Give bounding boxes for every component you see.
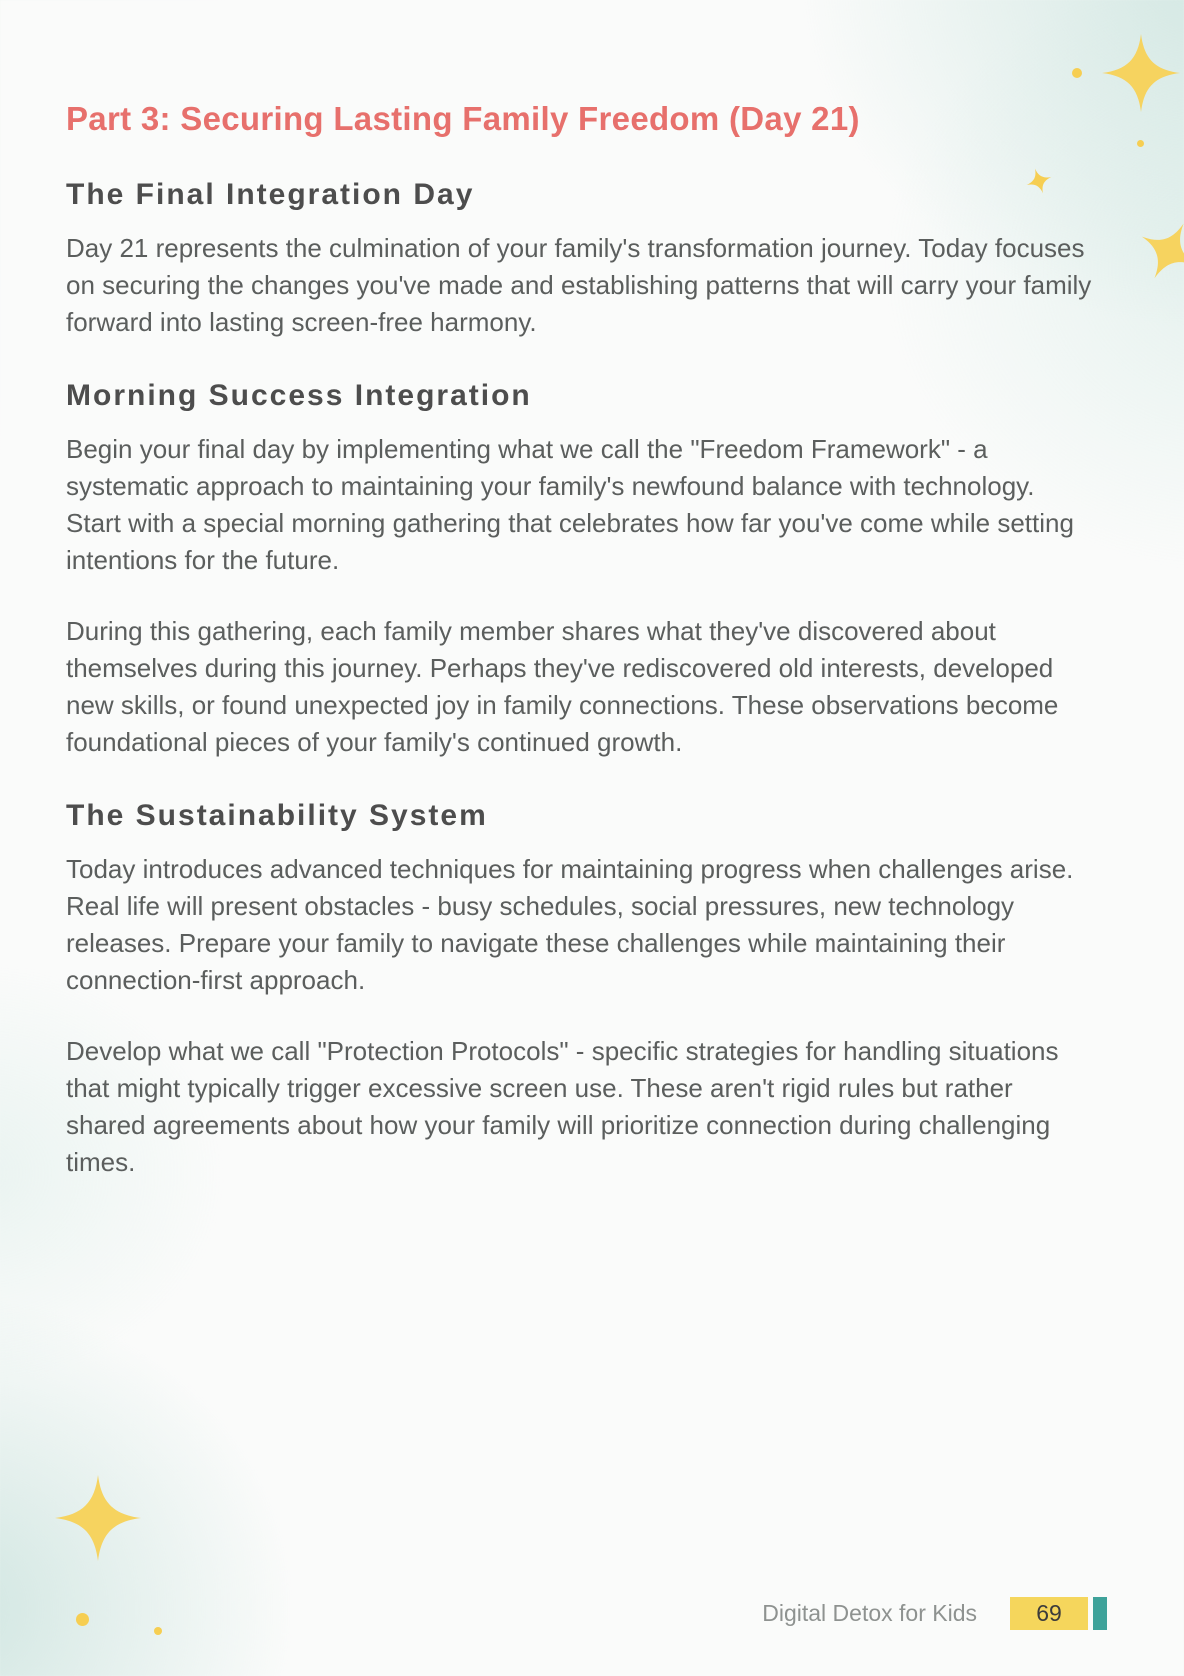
sparkle-star-icon: [1127, 209, 1184, 293]
page-content: [66, 0, 1096, 1181]
footer-accent-bar: [1093, 1597, 1107, 1630]
part-title: Part 3: Securing Lasting Family Freedom (Day 21): [66, 100, 860, 137]
section-heading-sustainability-system: The Sustainability System: [66, 799, 488, 832]
sparkle-star-icon: [1102, 33, 1180, 113]
section-heading-morning-success-integration: Morning Success Integration: [66, 379, 532, 412]
sparkle-dot-icon: [1137, 140, 1144, 147]
paragraph: Day 21 represents the culmination of your family's transformation journey. Today focuses on securing the changes you've made and establishing patterns that will carry your family forward into lasting screen-free harmony.: [66, 233, 1092, 337]
section-heading-final-integration-day: The Final Integration Day: [66, 178, 475, 211]
book-title: Digital Detox for Kids: [762, 1600, 977, 1626]
paragraph: Begin your final day by implementing what we call the "Freedom Framework" - a systematic approach to maintaining your family's newfound balance with technology. Start with a special morning gathering that celebrates how far you've come while setting intentions for the future.: [66, 434, 1074, 575]
sparkle-star-icon: [55, 1474, 141, 1562]
paragraph: Develop what we call "Protection Protocols" - specific strategies for handling situations that might typically trigger excessive screen use. These aren't rigid rules but rather shared agreements about how your family will prioritize connection during challenging times.: [66, 1036, 1059, 1177]
paragraph: Today introduces advanced techniques for maintaining progress when challenges arise. Real life will present obstacles - busy schedules, social pressures, new technology releases. Prepare your family to navigate these challenges while maintaining their connection-first approach.: [66, 854, 1074, 995]
paragraph: During this gathering, each family member shares what they've discovered about themselves during this journey. Perhaps they've rediscovered old interests, developed new skills, or found unexpected joy in family connections. These observations become foundational pieces of your family's continued growth.: [66, 616, 1059, 757]
page-footer: [0, 1597, 1107, 1630]
page-number-badge: 69: [1010, 1597, 1088, 1630]
